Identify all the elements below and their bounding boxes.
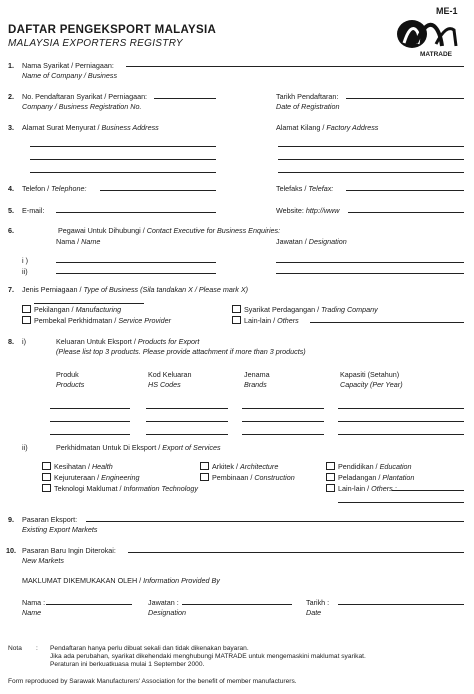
education-label <box>338 462 412 471</box>
brand-3-field[interactable] <box>242 434 324 435</box>
export-services-label-my: Perkhidmatan Untuk Di Eksport / <box>56 443 161 452</box>
trading-company-label-my: Syarikat Perdagangan / <box>244 305 320 314</box>
plantation-checkbox[interactable] <box>326 473 335 481</box>
registration-date-label-en: Date of Registration <box>276 102 340 111</box>
trading-company-label <box>244 305 378 314</box>
section-8-number: 8. <box>8 337 14 346</box>
business-address-line-3[interactable] <box>30 172 216 173</box>
business-address-label-my: Alamat Surat Menyurat / <box>22 123 100 132</box>
provider-name-field[interactable] <box>46 604 132 605</box>
construction-label-my: Pembinaan / <box>212 473 253 482</box>
provider-designation-field[interactable] <box>182 604 292 605</box>
section-1-number: 1. <box>8 61 14 70</box>
provider-name-label-en: Name <box>22 608 42 617</box>
trading-company-label-en: Trading Company <box>321 305 378 314</box>
brand-1-field[interactable] <box>242 408 324 409</box>
section-4-number: 4. <box>8 184 14 193</box>
section-9-number: 9. <box>8 515 14 524</box>
products-note: (Please list top 3 products. Please provide attachment if more than 3 products) <box>56 347 306 356</box>
capacity-col-my: Kapasiti (Setahun) <box>340 370 400 379</box>
factory-address-line-2[interactable] <box>278 159 464 160</box>
business-type-label <box>22 285 248 294</box>
export-markets-label-en: Existing Export Markets <box>22 525 98 534</box>
hscode-1-field[interactable] <box>146 408 228 409</box>
contact-roman-1: i ) <box>22 256 28 265</box>
provider-name-label: Nama : <box>22 598 46 607</box>
provider-date-label-en: Date <box>306 608 322 617</box>
service-provider-label <box>34 316 171 325</box>
section-5-number: 5. <box>8 206 14 215</box>
website-label <box>276 206 339 215</box>
contact-name-header-en: Name <box>81 237 101 246</box>
telephone-field[interactable] <box>100 190 216 191</box>
construction-label-en: Construction <box>254 473 295 482</box>
business-address-label <box>22 123 159 132</box>
section-10-number: 10. <box>6 546 16 555</box>
registration-date-field[interactable] <box>346 98 464 99</box>
service-provider-label-my: Pembekal Perkhidmatan / <box>34 316 117 325</box>
others-business-field[interactable] <box>310 322 464 323</box>
telephone-label <box>22 184 86 193</box>
manufacturing-label-my: Pekilangan / <box>34 305 74 314</box>
contact-designation-1-field[interactable] <box>276 262 464 263</box>
nota-colon: : <box>36 645 38 652</box>
others-service-field-2[interactable] <box>338 502 464 503</box>
factory-address-line-3[interactable] <box>278 172 464 173</box>
capacity-col-en: Capacity (Per Year) <box>340 380 403 389</box>
product-3-field[interactable] <box>50 434 130 435</box>
factory-address-label-my: Alamat Kilang / <box>276 123 325 132</box>
company-name-label: Nama Syarikat / Perniagaan: <box>22 61 114 70</box>
brands-col-en: Brands <box>244 380 267 389</box>
note-line-3: Peraturan ini berkuatkuasa mulai 1 September 2000. <box>50 661 205 668</box>
contact-designation-header <box>276 237 347 246</box>
section-2-number: 2. <box>8 92 14 101</box>
information-technology-checkbox[interactable] <box>42 484 51 492</box>
telefax-label-en: Telefax: <box>308 184 334 193</box>
brand-2-field[interactable] <box>242 421 324 422</box>
services-roman: ii) <box>22 443 28 452</box>
capacity-2-field[interactable] <box>338 421 464 422</box>
product-2-field[interactable] <box>50 421 130 422</box>
plantation-label-en: Plantation <box>382 473 415 482</box>
health-checkbox[interactable] <box>42 462 51 470</box>
contact-executive-label <box>58 226 280 235</box>
registration-no-label: No. Pendaftaran Syarikat / Perniagaan: <box>22 92 148 101</box>
education-label-en: Education <box>379 462 412 471</box>
contact-designation-header-my: Jawatan / <box>276 237 307 246</box>
engineering-label-en: Engineering <box>101 473 140 482</box>
contact-executive-label-my: Pegawai Untuk Dihubungi / <box>58 226 145 235</box>
note-line-1: Pendaftaran hanya perlu dibuat sekali dan tidak dikenakan bayaran. <box>50 645 249 652</box>
others-service-label <box>338 484 397 493</box>
company-name-field[interactable] <box>126 66 464 67</box>
form-code: ME-1 <box>436 6 458 16</box>
section-7-number: 7. <box>8 285 14 294</box>
construction-checkbox[interactable] <box>200 473 209 481</box>
trading-company-checkbox[interactable] <box>232 305 241 313</box>
provided-by-label-my: MAKLUMAT DIKEMUKAKAN OLEH / <box>22 576 142 585</box>
contact-designation-2-field[interactable] <box>276 273 464 274</box>
email-field[interactable] <box>56 212 216 213</box>
others-business-label-my: Lain-lain / <box>244 316 276 325</box>
telefax-field[interactable] <box>346 190 464 191</box>
form-title-malay: DAFTAR PENGEKSPORT MALAYSIA <box>8 24 217 36</box>
provided-by-label <box>22 576 220 585</box>
health-label-en: Health <box>91 462 113 471</box>
section-3-number: 3. <box>8 123 14 132</box>
section-6-number: 6. <box>8 226 14 235</box>
website-label-my: Website: <box>276 206 304 215</box>
business-address-line-2[interactable] <box>30 159 216 160</box>
telefax-label-my: Telefaks / <box>276 184 307 193</box>
contact-designation-header-en: Designation <box>308 237 347 246</box>
architecture-label-my: Arkitek / <box>212 462 238 471</box>
information-technology-label-my: Teknologi Maklumat / <box>54 484 122 493</box>
engineering-label-my: Kejuruteraan / <box>54 473 100 482</box>
business-address-label-en: Business Address <box>101 123 159 132</box>
products-export-label <box>56 337 199 346</box>
products-export-label-my: Keluaran Untuk Eksport / <box>56 337 136 346</box>
products-roman: i) <box>22 337 26 346</box>
products-col-en: Products <box>56 380 85 389</box>
registration-no-label-en: Company / Business Registration No. <box>22 102 142 111</box>
nota-label: Nota <box>8 645 22 652</box>
provider-designation-label-en: Designation <box>148 608 186 617</box>
logo-text: MATRADE <box>420 51 453 58</box>
export-services-label <box>56 443 221 452</box>
new-markets-label-en: New Markets <box>22 556 64 565</box>
architecture-checkbox[interactable] <box>200 462 209 470</box>
education-checkbox[interactable] <box>326 462 335 470</box>
contact-roman-2: ii) <box>22 267 28 276</box>
others-service-label-en: Others : <box>371 484 397 493</box>
website-field[interactable] <box>348 212 464 213</box>
provider-designation-label: Jawatan : <box>148 598 179 607</box>
company-name-label-en: Name of Company / Business <box>22 71 118 80</box>
business-type-label-en: Type of Business (Sila tandakan X / Please mark X) <box>83 285 249 294</box>
provider-date-label: Tarikh : <box>306 598 330 607</box>
telefax-label <box>276 184 333 193</box>
others-service-checkbox[interactable] <box>326 484 335 492</box>
product-1-field[interactable] <box>50 408 130 409</box>
contact-name-2-field[interactable] <box>56 273 216 274</box>
plantation-label <box>338 473 414 482</box>
information-technology-label <box>54 484 198 493</box>
manufacturing-checkbox[interactable] <box>22 305 31 313</box>
contact-name-1-field[interactable] <box>56 262 216 263</box>
factory-address-label <box>276 123 378 132</box>
information-technology-label-en: Information Technology <box>123 484 198 493</box>
telephone-label-my: Telefon / <box>22 184 50 193</box>
service-provider-checkbox[interactable] <box>22 316 31 324</box>
business-type-label-my: Jenis Perniagaan / <box>22 285 82 294</box>
brands-col-my: Jenama <box>244 370 270 379</box>
plantation-label-my: Peladangan / <box>338 473 381 482</box>
others-service-field[interactable] <box>392 490 464 491</box>
capacity-1-field[interactable] <box>338 408 464 409</box>
footer-credit: Form reproduced by Sarawak Manufacturers' Association for the benefit of member manufacturers. <box>8 678 297 685</box>
architecture-label <box>212 462 278 471</box>
business-address-line-1[interactable] <box>30 146 216 147</box>
new-markets-field[interactable] <box>128 552 464 553</box>
hscode-3-field[interactable] <box>146 434 228 435</box>
health-label <box>54 462 113 471</box>
others-business-label-en: Others <box>277 316 299 325</box>
provided-by-label-en: Information Provided By <box>143 576 220 585</box>
export-markets-field[interactable] <box>86 521 464 522</box>
manufacturing-label-en: Manufacturing <box>75 305 122 314</box>
hscode-col-my: Kod Keluaran <box>148 370 192 379</box>
matrade-logo <box>396 18 466 60</box>
hscode-2-field[interactable] <box>146 421 228 422</box>
factory-address-label-en: Factory Address <box>326 123 379 132</box>
education-label-my: Pendidikan / <box>338 462 378 471</box>
new-markets-label: Pasaran Baru Ingin Diterokai: <box>22 546 116 555</box>
construction-label <box>212 473 295 482</box>
capacity-3-field[interactable] <box>338 434 464 435</box>
registration-no-field[interactable] <box>154 98 216 99</box>
email-label: E-mail: <box>22 206 45 215</box>
business-type-divider <box>34 303 144 304</box>
contact-name-header <box>56 237 100 246</box>
others-service-label-my: Lain-lain / <box>338 484 370 493</box>
factory-address-line-1[interactable] <box>278 146 464 147</box>
form-title-english: MALAYSIA EXPORTERS REGISTRY <box>8 38 183 49</box>
health-label-my: Kesihatan / <box>54 462 90 471</box>
engineering-checkbox[interactable] <box>42 473 51 481</box>
service-provider-label-en: Service Provider <box>118 316 172 325</box>
website-prefix: http://www <box>305 206 340 215</box>
contact-executive-label-en: Contact Executive for Business Enquiries: <box>146 226 281 235</box>
provider-date-field[interactable] <box>338 604 464 605</box>
export-markets-label: Pasaran Eksport: <box>22 515 78 524</box>
architecture-label-en: Architecture <box>239 462 279 471</box>
engineering-label <box>54 473 140 482</box>
hscode-col-en: HS Codes <box>148 380 181 389</box>
note-line-2: Jika ada perubahan, syarikat dikehendaki menghubungi MATRADE untuk mengemaskini maklumat syarikat. <box>50 653 366 660</box>
export-services-label-en: Export of Services <box>162 443 221 452</box>
products-export-label-en: Products for Export <box>137 337 200 346</box>
others-business-label <box>244 316 299 325</box>
contact-name-header-my: Nama / <box>56 237 80 246</box>
telephone-label-en: Telephone: <box>51 184 87 193</box>
products-col-my: Produk <box>56 370 79 379</box>
others-business-checkbox[interactable] <box>232 316 241 324</box>
registration-date-label: Tarikh Pendaftaran: <box>276 92 339 101</box>
manufacturing-label <box>34 305 121 314</box>
